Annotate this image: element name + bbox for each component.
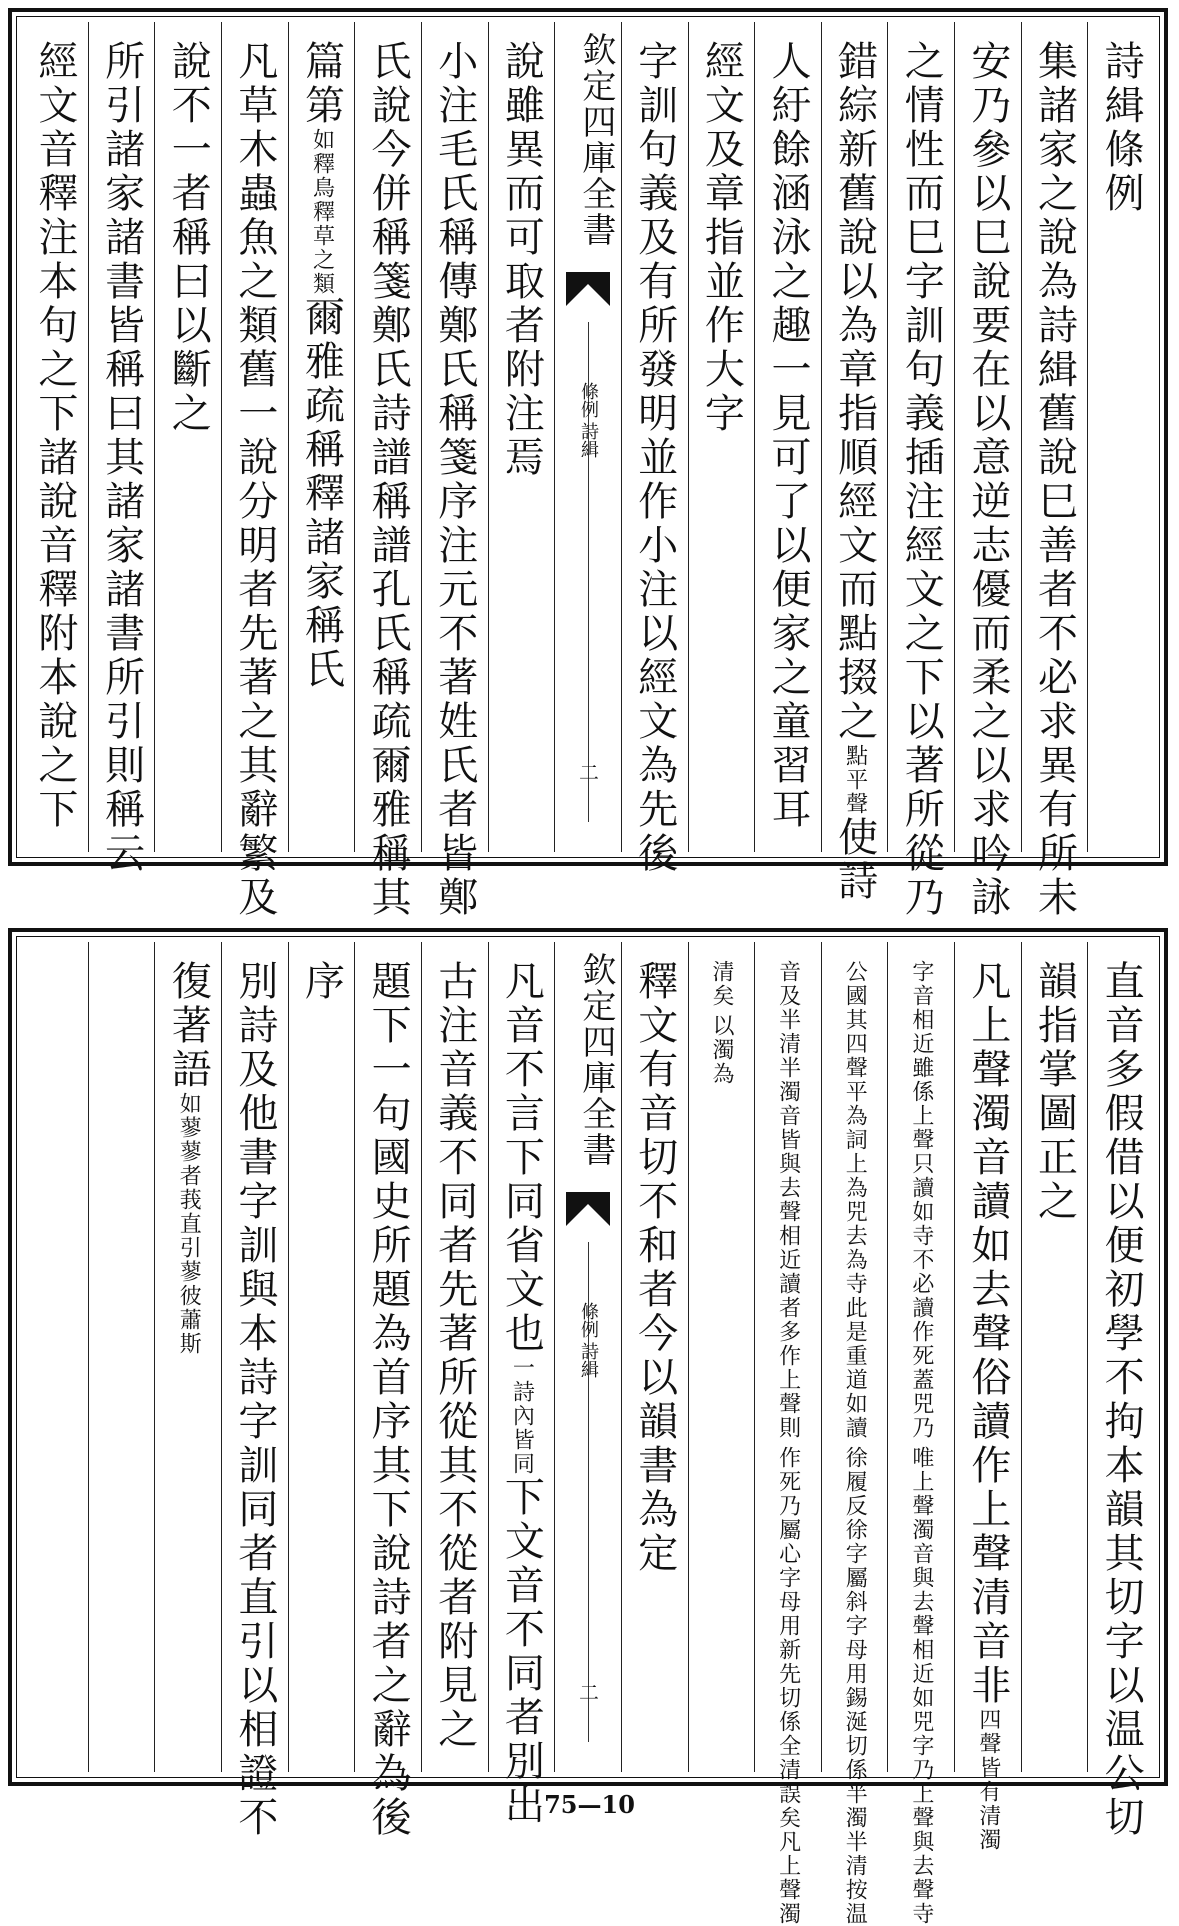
text-column [22,942,88,1772]
text-column [488,22,555,852]
text-column [821,942,888,1926]
main-text: 別詩及他書字訓與本詩字訓同者直引以相證不 [231,960,278,1840]
column-text [489,960,555,1828]
text-column [887,22,954,920]
main-text: 集諸家之說為詩緝舊說巳善者不必求異有所未 [1031,40,1078,920]
text-column [354,942,421,1840]
text-column [22,22,88,852]
text-column [421,22,488,920]
column-text [955,960,1021,1852]
column-text [289,40,355,692]
top-page [8,8,1168,920]
subtitle-line: 條例 [578,1302,600,1338]
main-text: 韻指掌圖正之 [1031,960,1078,1224]
column-text [755,960,821,1926]
text-column [288,942,355,1772]
main-text: 古注音義不同者先著所從其不從者附見之 [431,960,478,1752]
column-text [355,960,421,1840]
page-number-footer: 75—10 [544,1790,635,1819]
main-text: 凡草木蟲魚之類舊一說分明者先著之其辭繁及 [231,40,278,920]
column-text [422,960,488,1752]
text-column [688,22,755,852]
main-text: 釋文有音切不和者今以韻書為定 [631,960,678,1576]
text-column [421,942,488,1772]
column-text [1088,40,1154,216]
column-text [422,40,488,920]
text-column [688,942,755,1772]
text-column [154,942,221,1772]
column-text [489,40,555,480]
text-column [954,22,1021,920]
column-text [155,960,221,1356]
main-text: 復著語如蓼蓼者莪直引蓼彼蕭斯 [165,960,212,1356]
text-column [1087,942,1154,1840]
text-column [288,22,355,852]
main-text: 錯綜新舊說以為章指順經文而點掇之點平聲使詩 [831,40,878,904]
library-title: 欽定四庫全書 [575,952,616,1168]
interlinear-note: 如蓼蓼者莪直引蓼彼蕭斯 [176,1092,202,1356]
column-text [755,40,821,832]
subtitle-line: 詩緝 [578,1342,600,1378]
column-text [1022,40,1088,920]
text-column [354,22,421,920]
annotation-line: 作死乃屬心字母用新先切係全清誤矣凡上聲濁 [775,1446,801,1926]
leaf-number: 二 [575,762,600,782]
text-column [154,22,221,852]
main-text: 字訓句義及有所發明並作小注以經文為先後 [631,40,678,876]
main-text: 經文及章指並作大字 [698,40,745,436]
main-text: 安乃參以巳說要在以意逆志優而柔之以求吟詠 [964,40,1011,920]
column-text [822,40,888,904]
column-text [222,40,288,920]
text-column [754,942,821,1926]
annotation-line: 音及半清半濁音皆與去聲相近讀者多作上聲則 [775,960,801,1440]
text-column [88,942,155,1772]
main-text: 凡音不言下同省文也一詩內皆同下文音不同者別出 [498,960,545,1828]
subtitle-line: 條例 [578,382,600,418]
text-column [488,942,555,1828]
column-text [622,960,688,1576]
text-column [621,22,688,876]
main-text: 氏說今併稱箋鄭氏詩譜稱譜孔氏稱疏爾雅稱其 [365,40,412,920]
fishtail-mark-icon [566,272,610,306]
main-text: 之情性而巳字訓句義插注經文之下以著所從乃 [898,40,945,920]
text-column [821,22,888,904]
subtitle-line: 詩緝 [578,422,600,458]
column-text [22,40,88,832]
main-text: 直音多假借以便初學不拘本韻其切字以温公切 [1098,960,1145,1840]
column-text [1088,960,1154,1840]
book-subtitle [575,1302,601,1378]
text-column [754,22,821,852]
center-fold-column [554,942,621,1772]
text-column [1021,942,1088,1772]
annotation-line: 唯上聲濁音與去聲相近如兕字乃上聲與去聲寺 [908,1446,934,1926]
main-text: 人紆餘涵泳之趣一見可了以便家之童習耳 [764,40,811,832]
column-text [89,40,155,876]
interlinear-note: 點平聲 [842,744,868,816]
text-column [221,942,288,1840]
leaf-number: 二 [575,1682,600,1702]
column-text [822,960,888,1926]
text-column [887,942,954,1926]
main-text: 篇第如釋鳥釋草之類爾雅疏稱釋諸家稱氏 [298,40,345,692]
fishtail-mark-icon [566,1192,610,1226]
top-columns [22,22,1154,920]
column-text [155,40,221,436]
column-text [955,40,1021,920]
library-title: 欽定四庫全書 [575,32,616,248]
text-column [221,22,288,920]
text-column [1087,22,1154,852]
interlinear-note: 四聲皆有清濁 [975,1708,1001,1852]
main-text: 說雖異而可取者附注焉 [498,40,545,480]
column-text [689,40,755,436]
text-column [621,942,688,1772]
column-text [622,40,688,876]
column-text [222,960,288,1840]
column-text [888,960,954,1926]
book-subtitle [575,382,601,458]
column-text [289,960,355,1004]
text-column [954,942,1021,1852]
main-text: 小注毛氏稱傳鄭氏稱箋序注元不著姓氏者皆鄭 [431,40,478,920]
main-text: 經文音釋注本句之下諸說音釋附本說之下 [31,40,78,832]
column-text [1022,960,1088,1224]
column-text [689,960,755,1086]
column-text [355,40,421,920]
annotation-line: 以濁為 [708,1014,734,1086]
main-text: 說不一者稱曰以斷之 [165,40,212,436]
text-column [88,22,155,876]
center-fold-column [554,22,621,852]
main-text: 凡上聲濁音讀如去聲俗讀作上聲清音非四聲皆有清濁 [964,960,1011,1852]
main-text: 序 [298,960,345,1004]
interlinear-note: 如釋鳥釋草之類 [309,128,335,296]
text-column [1021,22,1088,920]
interlinear-note: 一詩內皆同 [509,1356,535,1476]
column-text [888,40,954,920]
main-text: 詩緝條例 [1098,40,1145,216]
main-text: 所引諸家諸書皆稱曰其諸家諸書所引則稱云 [98,40,145,876]
annotation-line: 公國其四聲平為詞上為兕去為寺此是重道如讀 [842,960,868,1440]
annotation-line: 字音相近雖係上聲只讀如寺不必讀作死蓋兕乃 [908,960,934,1440]
annotation-line: 清矣 [708,960,734,1008]
main-text: 題下一句國史所題為首序其下說詩者之辭為後 [365,960,412,1840]
annotation-line: 徐履反徐字屬斜字母用錫涎切係半濁半清按温 [842,1446,868,1926]
